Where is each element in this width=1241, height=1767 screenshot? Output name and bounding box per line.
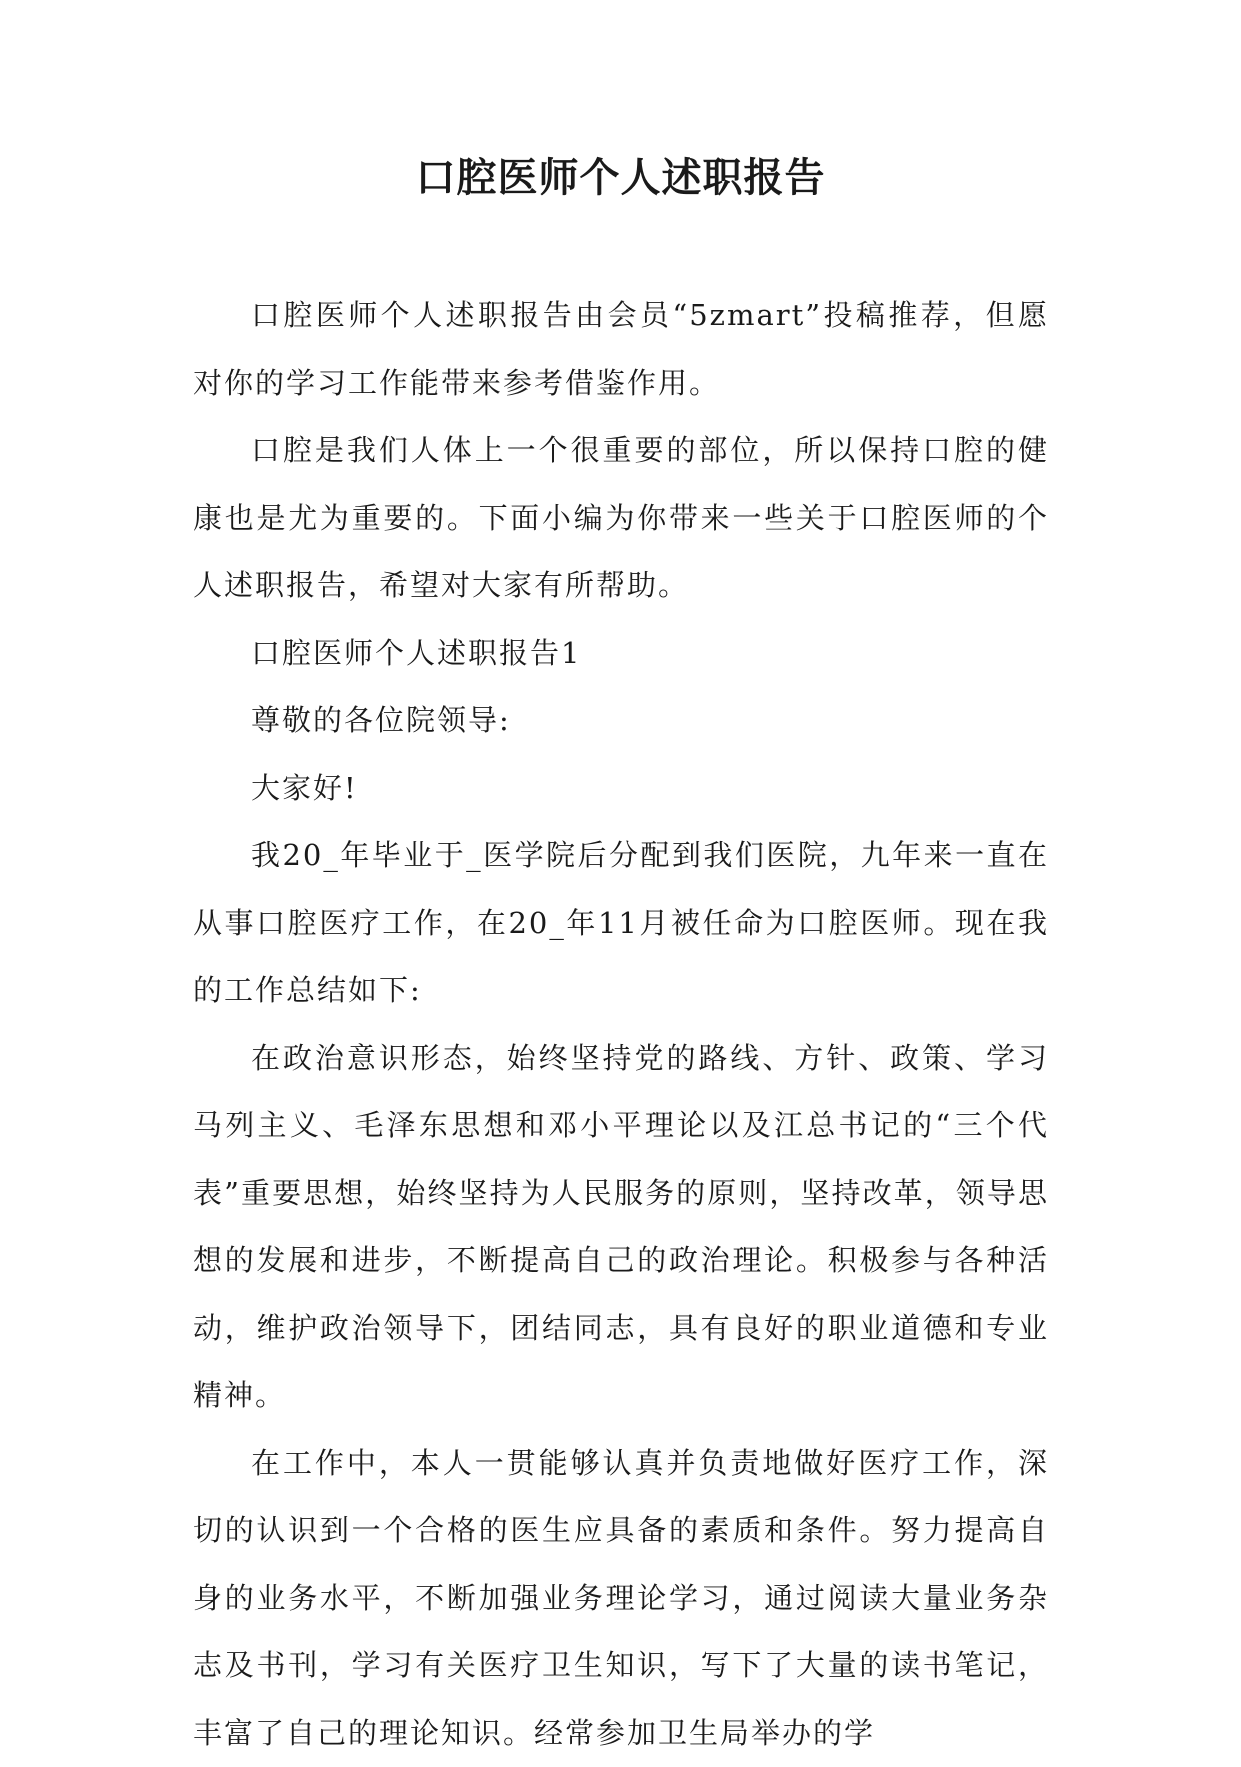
document-body [193,282,1049,1767]
paragraph-oral-health: 口腔是我们人体上一个很重要的部位，所以保持口腔的健康也是尤为重要的。下面小编为你带来一些关于口腔医师的个人述职报告，希望对大家有所帮助。 [193,417,1049,620]
paragraph-report-heading: 口腔医师个人述职报告1 [193,620,1049,688]
paragraph-work: 在工作中，本人一贯能够认真并负责地做好医疗工作，深切的认识到一个合格的医生应具备的素质和条件。努力提高自身的业务水平，不断加强业务理论学习，通过阅读大量业务杂志及书刊，学习有关医疗卫生知识，写下了大量的读书笔记，丰富了自己的理论知识。经常参加卫生局举办的学 [193,1430,1049,1767]
paragraph-salutation: 尊敬的各位院领导: [193,687,1049,755]
paragraph-background: 我20_年毕业于_医学院后分配到我们医院，九年来一直在从事口腔医疗工作，在20_年11月被任命为口腔医师。现在我的工作总结如下: [193,822,1049,1025]
paragraph-political: 在政治意识形态，始终坚持党的路线、方针、政策、学习马列主义、毛泽东思想和邓小平理论以及江总书记的“三个代表”重要思想，始终坚持为人民服务的原则，坚持改革，领导思想的发展和进步，不断提高自己的政治理论。积极参与各种活动，维护政治领导下，团结同志，具有良好的职业道德和专业精神。 [193,1025,1049,1430]
paragraph-greeting: 大家好! [193,755,1049,823]
document-title: 口腔医师个人述职报告 [0,150,1241,206]
paragraph-intro: 口腔医师个人述职报告由会员“5zmart”投稿推荐，但愿对你的学习工作能带来参考借鉴作用。 [193,282,1049,417]
